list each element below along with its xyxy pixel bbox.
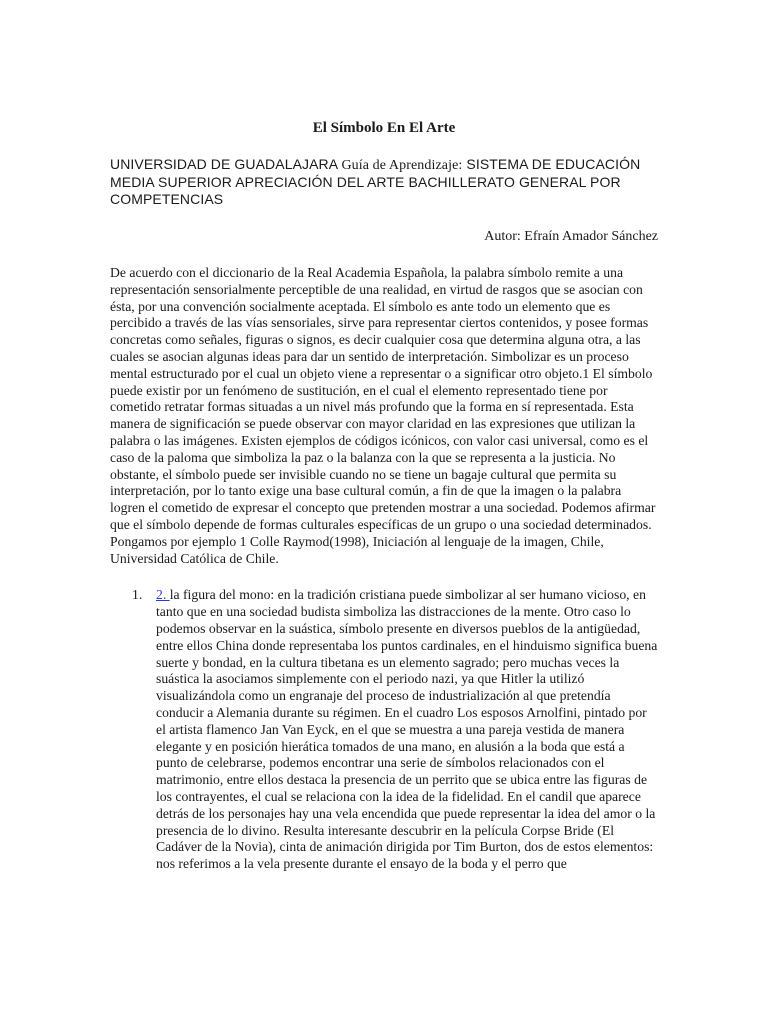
list-item-number: 1.: [132, 587, 143, 603]
list-item: [110, 587, 658, 873]
document-title: El Símbolo En El Arte: [312, 120, 456, 136]
document-page: [110, 118, 658, 873]
subtitle-guide: Guía de Aprendizaje:: [341, 158, 463, 173]
numbered-list: [110, 587, 658, 873]
document-author: Autor: Efraín Amador Sánchez: [484, 229, 658, 244]
subtitle-institution: UNIVERSIDAD DE GUADALAJARA: [110, 156, 338, 172]
list-item-text: la figura del mono: en la tradición cristiana puede simbolizar al ser humano vicioso, en tanto que en una sociedad budista simboliza las distracciones de la mente. Otro caso lo podemos observar en la suástica, símbolo presente en diversos pueblos de la antigüedad, entre ellos China donde representaba los puntos cardinales, en el hinduismo significa buena suerte y bondad, en la cultura tibetana es un elemento sagrado; pero muchas veces la suástica la asociamos simplemente con el periodo nazi, ya que Hitler la utilizó visualizándola como un engranaje del proceso de industrialización al que pretendía conducir a Alemania durante su régimen. En el cuadro Los esposos Arnolfini, pintado por el artista flamenco Jan Van Eyck, en el que se muestra a una pareja vestida de manera elegante y en posición hierática tomados de una mano, en alusión a la boda que está a punto de celebrarse, podemos encontrar una serie de símbolos relacionados con el matrimonio, entre ellos destaca la presencia de un perrito que se ubica entre las figuras de los contrayentes, el cual se relaciona con la idea de la fidelidad. En el candil que aparece detrás de los personajes hay una vela encendida que puede representar la idea del amor o la presencia de lo divino. Resulta interesante descubrir en la película Corpse Bride (El Cadáver de la Novia), cinta de animación dirigida por Tim Burton, dos de estos elementos: nos referimos a la vela presente durante el ensayo de la boda y el perro que: [156, 587, 658, 872]
body-paragraph: De acuerdo con el diccionario de la Real Academia Española, la palabra símbolo remite a una representación sensorialmente perceptible de una realidad, en virtud de rasgos que se asocian con ésta, por una convención socialmente aceptada. El símbolo es ante todo un elemento que es percibido a través de las vías sensoriales, sirve para representar ciertos contenidos, y posee formas concretas como señales, figuras o signos, es decir cualquier cosa que determina alguna otra, a las cuales se asocian algunas ideas para dar un sentido de interpretación. Simbolizar es un proceso mental estructurado por el cual un objeto viene a representar o a significar otro objeto.1 El símbolo puede existir por un fenómeno de sustitución, en el cual el elemento representado tiene por cometido retratar formas situadas a un nivel más profundo que la forma en sí representada. Esta manera de significación se puede observar con mayor claridad en las expresiones que utilizan la palabra o las imágenes. Existen ejemplos de códigos icónicos, con valor casi universal, como es el caso de la paloma que simboliza la paz o la balanza con la que se representa a la justicia. No obstante, el símbolo puede ser invisible cuando no se tiene un bagaje cultural que permita su interpretación, por lo tanto exige una base cultural común, a fin de que la imagen o la palabra logren el cometido de expresar el concepto que pretenden mostrar a una sociedad. Podemos afirmar que el símbolo depende de formas culturales específicas de un grupo o una sociedad determinados. Pongamos por ejemplo 1 Colle Raymod(1998), Iniciación al lenguaje de la imagen, Chile, Universidad Católica de Chile.: [110, 265, 656, 566]
footnote-reference-link[interactable]: 2.: [156, 587, 170, 603]
document-subtitle: [110, 156, 658, 208]
subtitle-program: SISTEMA DE EDUCACIÓN MEDIA SUPERIOR APRECIACIÓN DEL ARTE BACHILLERATO GENERAL POR COMPETENCIAS: [110, 156, 641, 207]
